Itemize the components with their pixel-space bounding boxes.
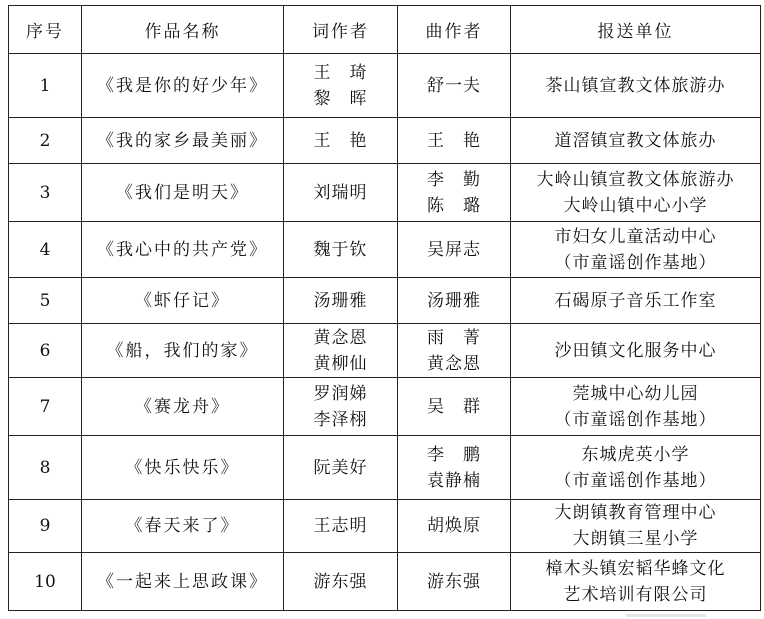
cell-title [82, 222, 284, 278]
cell-composer-line: 游东强 [427, 571, 481, 592]
cell-lyricist [284, 54, 398, 118]
cell-composer-line: 王 艳 [427, 130, 481, 151]
cell-submitter-line: （市童谣创作基地） [554, 252, 717, 273]
cell-no: 9 [9, 500, 82, 553]
work-title: 《船，我们的家》 [106, 340, 259, 361]
cell-title [82, 553, 284, 611]
cell-lyricist-line: 李泽栩 [313, 409, 368, 430]
cell-submitter-line: 莞城中心幼儿园 [572, 383, 699, 404]
works-table [8, 5, 761, 611]
cell-title [82, 164, 284, 222]
cell-submitter [511, 278, 761, 324]
work-title: 《我们是明天》 [116, 182, 249, 203]
header-title: 作品名称 [82, 6, 284, 54]
cell-composer-line: 吴屏志 [427, 239, 481, 260]
header-no: 序号 [9, 6, 82, 54]
table-row [9, 324, 761, 378]
cell-lyricist-line: 黄念恩 [313, 327, 368, 348]
cell-submitter [511, 553, 761, 611]
cell-lyricist [284, 553, 398, 611]
cell-submitter-line: 大朗镇三星小学 [572, 529, 699, 549]
cell-lyricist [284, 222, 398, 278]
cell-submitter [511, 118, 761, 164]
cell-lyricist-line: 汤珊雅 [313, 290, 368, 311]
table-row [9, 436, 761, 500]
cell-composer-line: 黄念恩 [427, 353, 481, 374]
cell-submitter-line: 樟木头镇宏韬华蜂文化 [545, 558, 726, 579]
cell-composer [398, 222, 511, 278]
header-composer: 曲作者 [398, 6, 511, 54]
table-row [9, 553, 761, 611]
work-title: 《虾仔记》 [135, 290, 230, 311]
cell-composer-line: 胡焕原 [427, 516, 481, 536]
cell-composer [398, 118, 511, 164]
cell-submitter-line: 石碣原子音乐工作室 [554, 290, 717, 311]
cell-no: 8 [9, 436, 82, 500]
table-row [9, 278, 761, 324]
cell-lyricist-line: 刘瑞明 [313, 182, 368, 203]
table-body [9, 54, 761, 611]
cell-submitter-line: 大岭山镇宣教文体旅游办 [536, 169, 735, 190]
cell-lyricist-line: 阮美好 [313, 457, 368, 478]
cell-lyricist [284, 500, 398, 553]
cell-no: 4 [9, 222, 82, 278]
cell-lyricist [284, 378, 398, 436]
cell-lyricist-line: 游东强 [313, 571, 368, 592]
cell-submitter [511, 164, 761, 222]
work-title: 《我是你的好少年》 [97, 75, 268, 96]
cell-title [82, 278, 284, 324]
cell-composer-line: 汤珊雅 [427, 290, 481, 311]
cell-title [82, 378, 284, 436]
table-row [9, 164, 761, 222]
cell-lyricist [284, 118, 398, 164]
work-title: 《快乐快乐》 [125, 457, 240, 478]
cell-submitter-line: 市妇女儿童活动中心 [554, 226, 717, 247]
cell-lyricist [284, 164, 398, 222]
table-row [9, 378, 761, 436]
cell-no: 2 [9, 118, 82, 164]
cell-submitter-line: 道滘镇宣教文体旅办 [554, 130, 717, 151]
cell-no: 6 [9, 324, 82, 378]
table-row [9, 54, 761, 118]
cell-no: 1 [9, 54, 82, 118]
cell-title [82, 54, 284, 118]
cell-composer-line: 吴 群 [427, 396, 481, 417]
cell-submitter-line: 艺术培训有限公司 [563, 584, 708, 605]
cell-composer-line: 李 勤 [427, 169, 481, 190]
cell-lyricist-line: 王 艳 [313, 130, 368, 151]
table-row [9, 118, 761, 164]
cell-submitter [511, 222, 761, 278]
cell-lyricist-line: 王 琦 [313, 62, 368, 83]
work-title: 《春天来了》 [125, 516, 240, 536]
work-title: 《我心中的共产党》 [97, 239, 268, 260]
scan-artifact [626, 614, 706, 617]
cell-lyricist-line: 罗润娣 [313, 383, 368, 404]
cell-submitter [511, 378, 761, 436]
cell-lyricist [284, 436, 398, 500]
work-title: 《我的家乡最美丽》 [97, 130, 268, 151]
table-header-row [9, 6, 761, 54]
work-title: 《一起来上思政课》 [97, 571, 268, 592]
cell-submitter [511, 500, 761, 553]
cell-composer [398, 324, 511, 378]
cell-no: 5 [9, 278, 82, 324]
cell-composer [398, 378, 511, 436]
cell-submitter-line: 沙田镇文化服务中心 [554, 340, 717, 361]
cell-title [82, 118, 284, 164]
table-row [9, 500, 761, 553]
cell-composer-line: 陈 璐 [427, 195, 481, 216]
cell-submitter-line: 大朗镇教育管理中心 [554, 503, 717, 523]
cell-composer-line: 雨 菁 [427, 327, 481, 348]
cell-lyricist-line: 王志明 [313, 516, 368, 536]
header-lyricist: 词作者 [284, 6, 398, 54]
cell-no: 10 [9, 553, 82, 611]
cell-no: 7 [9, 378, 82, 436]
cell-submitter [511, 324, 761, 378]
cell-lyricist [284, 324, 398, 378]
cell-submitter-line: 大岭山镇中心小学 [563, 195, 708, 216]
cell-composer-line: 袁静楠 [427, 470, 481, 491]
cell-title [82, 500, 284, 553]
cell-composer [398, 54, 511, 118]
cell-submitter-line: 东城虎英小学 [581, 444, 690, 465]
header-submitter: 报送单位 [511, 6, 761, 54]
cell-composer [398, 278, 511, 324]
cell-composer [398, 436, 511, 500]
cell-submitter-line: （市童谣创作基地） [554, 470, 717, 491]
cell-title [82, 324, 284, 378]
cell-submitter [511, 54, 761, 118]
work-title: 《赛龙舟》 [135, 396, 230, 417]
cell-submitter-line: （市童谣创作基地） [554, 409, 717, 430]
cell-lyricist [284, 278, 398, 324]
cell-no: 3 [9, 164, 82, 222]
table-row [9, 222, 761, 278]
cell-title [82, 436, 284, 500]
cell-composer-line: 舒一夫 [427, 75, 481, 96]
cell-composer [398, 500, 511, 553]
cell-lyricist-line: 魏于钦 [313, 239, 368, 260]
cell-composer [398, 553, 511, 611]
cell-lyricist-line: 黎 晖 [313, 88, 368, 109]
cell-submitter [511, 436, 761, 500]
cell-composer-line: 李 鹏 [427, 444, 481, 465]
cell-lyricist-line: 黄柳仙 [313, 353, 368, 374]
cell-submitter-line: 茶山镇宣教文体旅游办 [545, 75, 726, 96]
cell-composer [398, 164, 511, 222]
